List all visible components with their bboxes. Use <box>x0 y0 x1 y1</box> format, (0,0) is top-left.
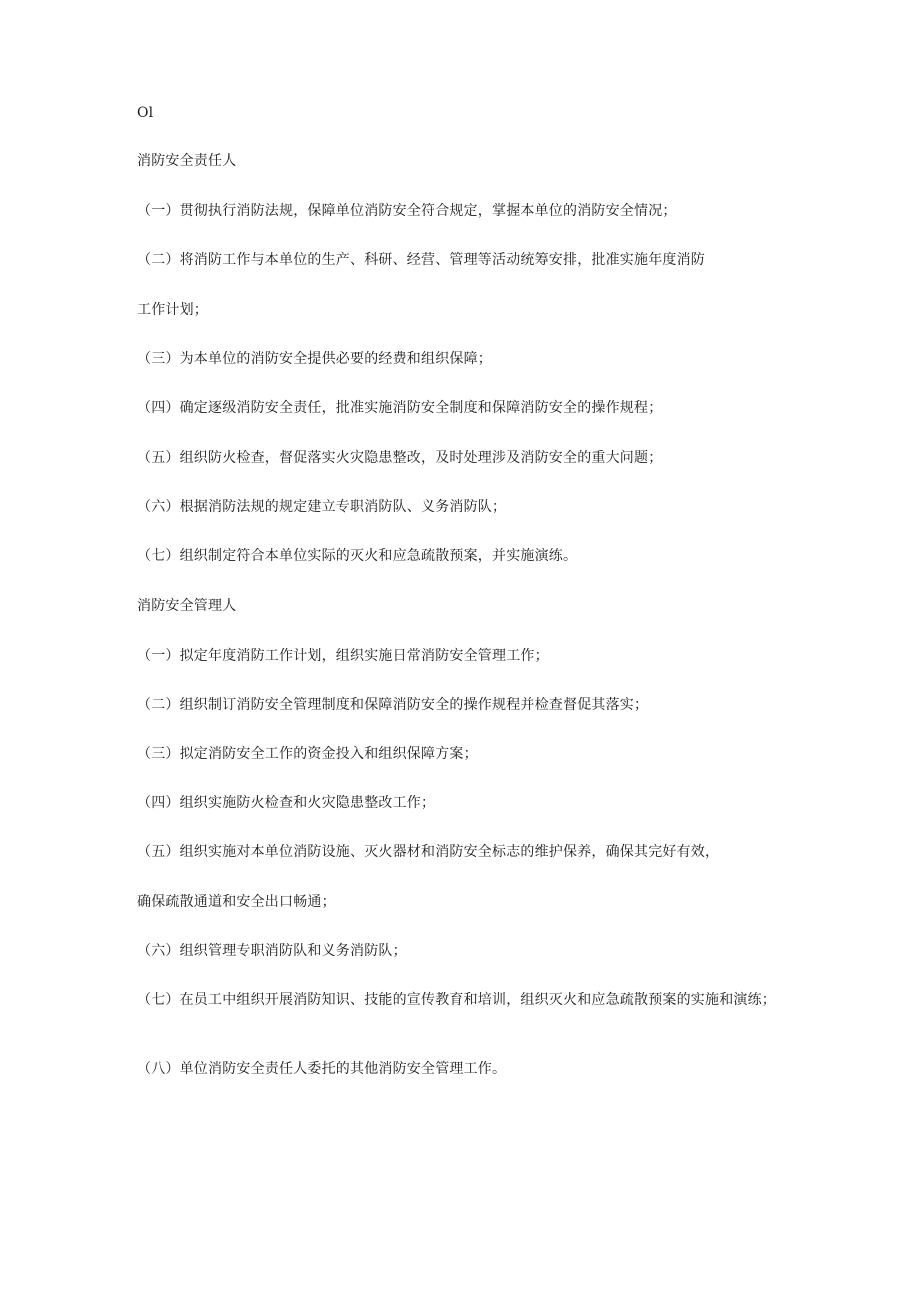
paragraph: （四）确定逐级消防安全责任，批准实施消防安全制度和保障消防安全的操作规程； <box>137 400 663 416</box>
paragraph: （三）为本单位的消防安全提供必要的经费和组织保障； <box>137 351 492 367</box>
paragraph: （六）组织管理专职消防队和义务消防队； <box>137 943 407 959</box>
paragraph: （二）将消防工作与本单位的生产、科研、经营、管理等活动统筹安排，批准实施年度消防 <box>137 252 705 268</box>
paragraph: （一）贯彻执行消防法规，保障单位消防安全符合规定，掌握本单位的消防安全情况； <box>137 203 677 219</box>
section-heading-safety-manager: 消防安全管理人 <box>137 598 237 614</box>
paragraph: （七）组织制定符合本单位实际的灭火和应急疏散预案，并实施演练。 <box>137 548 578 564</box>
paragraph: （六）根据消防法规的规定建立专职消防队、义务消防队； <box>137 499 507 515</box>
page-mark: Ol <box>137 105 154 121</box>
section-heading-responsible-person: 消防安全责任人 <box>137 153 237 169</box>
paragraph: （四）组织实施防火检查和火灾隐患整改工作； <box>137 795 436 811</box>
paragraph: （五）组织实施对本单位消防设施、灭火器材和消防安全标志的维护保养，确保其完好有效， <box>137 844 720 860</box>
paragraph: （一）拟定年度消防工作计划，组织实施日常消防安全管理工作； <box>137 648 549 664</box>
paragraph: （七）在员工中组织开展消防知识、技能的宣传教育和培训，组织灭火和应急疏散预案的实施和演练； <box>137 992 776 1008</box>
paragraph: （五）组织防火检查，督促落实火灾隐患整改，及时处理涉及消防安全的重大问题； <box>137 450 663 466</box>
paragraph: （八）单位消防安全责任人委托的其他消防安全管理工作。 <box>137 1061 507 1077</box>
paragraph: （二）组织制订消防安全管理制度和保障消防安全的操作规程并检查督促其落实； <box>137 697 649 713</box>
paragraph: 确保疏散通道和安全出口畅通； <box>137 894 336 910</box>
paragraph: （三）拟定消防安全工作的资金投入和组织保障方案； <box>137 746 478 762</box>
paragraph: 工作计划； <box>137 302 208 318</box>
